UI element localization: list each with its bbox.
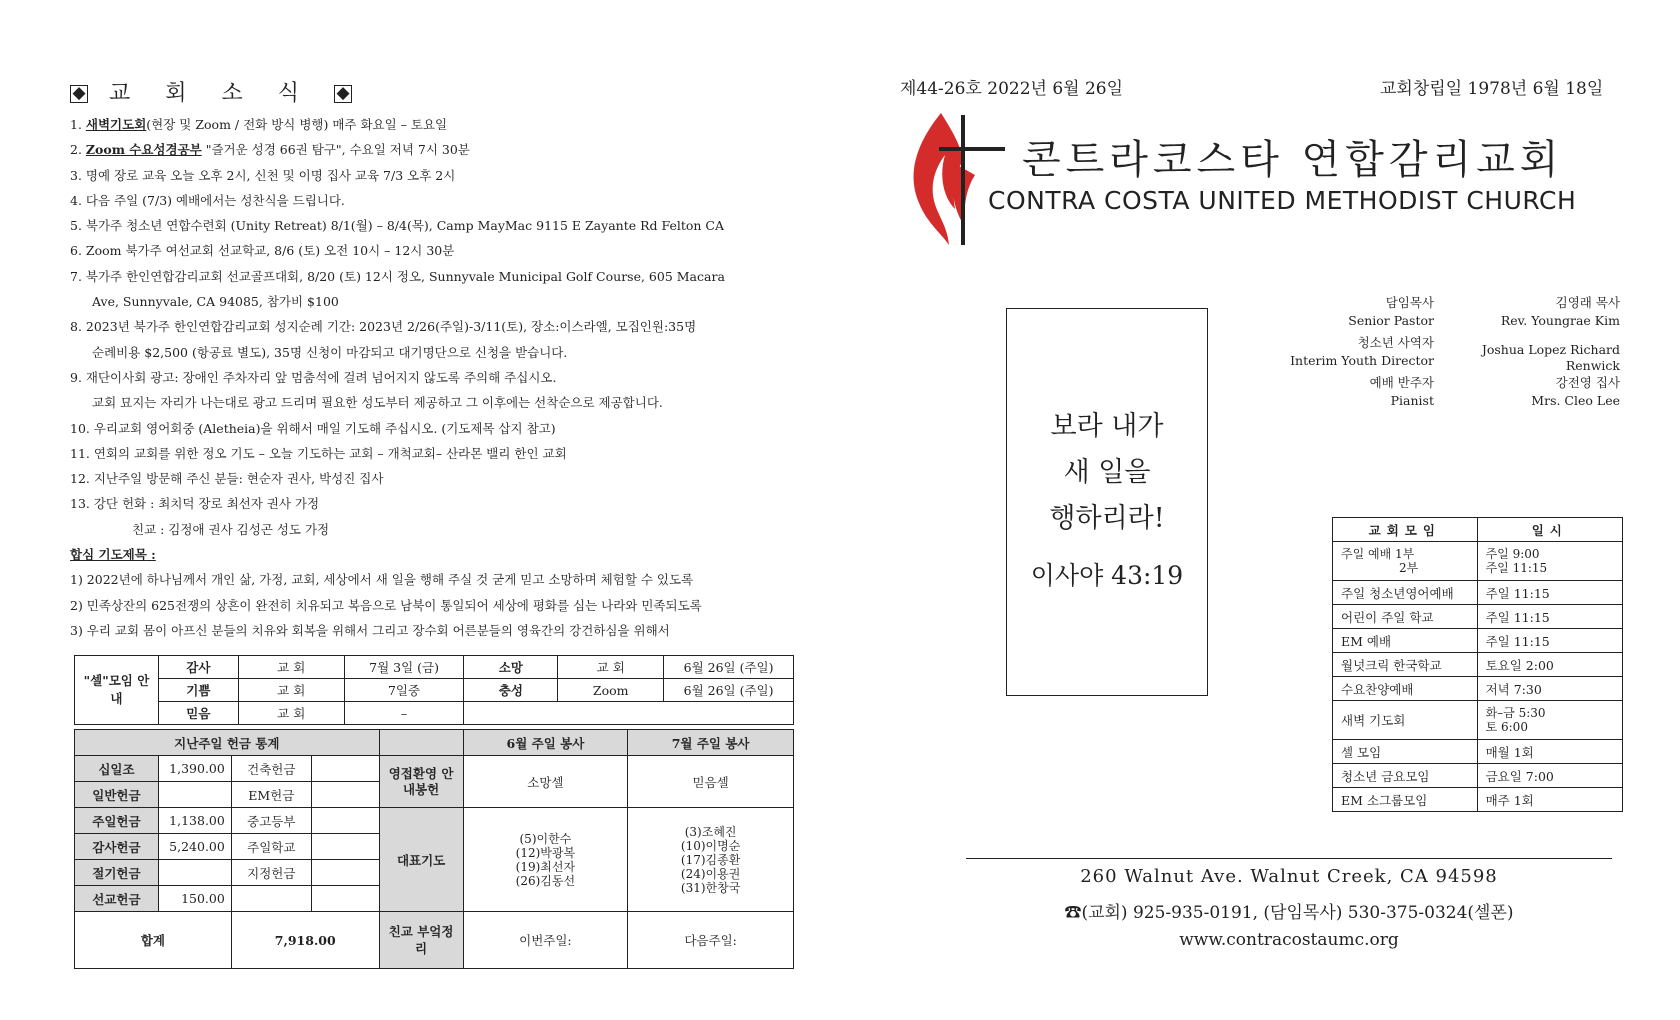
staff-name-en: Renwick	[1565, 358, 1620, 373]
small-group-table	[74, 655, 794, 725]
prayer-leader: (17)김종환	[680, 852, 741, 867]
greeter-july: 믿음셀	[628, 756, 794, 808]
schedule-time-line: 주일 9:00	[1485, 547, 1540, 561]
offering-label2: 중고등부	[231, 808, 311, 834]
prayer-leader: (12)박광복	[515, 845, 576, 860]
verse-line: 행하리라!	[1049, 503, 1165, 534]
offering-table	[74, 729, 794, 969]
schedule-meeting	[1333, 542, 1478, 581]
address-divider	[966, 858, 1612, 859]
schedule-meeting: 어린이 주일 학교	[1333, 605, 1478, 629]
staff-role-en: Pianist	[1390, 393, 1434, 408]
cell-date: –	[344, 702, 464, 725]
offering-amount2	[311, 756, 379, 782]
offering-label: 십일조	[75, 756, 159, 782]
schedule-meeting: EM 소그룹모임	[1333, 788, 1478, 812]
schedule-time: 매주 1회	[1477, 788, 1622, 812]
fellowship-june: 이번주일:	[463, 912, 628, 969]
news-item: 2. Zoom 수요성경공부 "즐거운 성경 66권 탐구", 수요일 저녁 7시 30분	[70, 142, 470, 158]
news-item: 11. 연회의 교회를 위한 정오 기도 – 오늘 기도하는 교회 – 개척교회– 산라몬 밸리 한인 교회	[70, 445, 567, 461]
total-label: 합계	[75, 912, 232, 969]
diamond-icon: ◆	[70, 85, 88, 103]
cell-name: 기쁨	[158, 679, 238, 702]
issue-number: 제44-26호 2022년 6월 26일	[900, 79, 1124, 99]
staff-name-en: Rev. Youngrae Kim	[1500, 313, 1620, 328]
news-section-title	[70, 76, 352, 107]
schedule-meeting: 월넛크릭 한국학교	[1333, 653, 1478, 677]
offering-amount2	[311, 860, 379, 886]
news-item: 5. 북가주 청소년 연합수련회 (Unity Retreat) 8/1(월) – 8/4(목), Camp MayMac 9115 E Zayante Rd Felton CA	[70, 218, 725, 234]
prayer-leaders-july	[628, 808, 794, 912]
schedule-time: 토요일 2:00	[1477, 653, 1622, 677]
news-item: 6. Zoom 북가주 여선교회 선교학교, 8/6 (토) 오전 10시 – 12시 30분	[70, 243, 455, 259]
offering-amount: 1,390.00	[158, 756, 231, 782]
news-title-text: 교 회 소 식	[109, 81, 313, 106]
offering-amount: 1,138.00	[158, 808, 231, 834]
cell-place: 교 회	[238, 656, 344, 679]
prayer-leader: (26)김동선	[515, 873, 576, 888]
cell-place: Zoom	[558, 679, 664, 702]
news-item: 9. 재단이사회 광고: 장애인 주차자리 앞 멈춤석에 걸려 넘어지지 않도록 주의해 주십시오.	[70, 369, 557, 385]
offering-label: 선교헌금	[75, 886, 159, 912]
offering-amount2	[311, 886, 379, 912]
offering-label2	[231, 886, 311, 912]
news-item-text: (현장 및 Zoom / 전화 방식 병행) 매주 화요일 – 토요일	[146, 117, 448, 132]
news-item: 8. 2023년 북가주 한인연합감리교회 성지순례 기간: 2023년 2/26(주일)-3/11(토), 장소:이스라엘, 모집인원:35명	[70, 319, 697, 335]
staff-name-ko: 김영래 목사	[1555, 295, 1620, 310]
cell-place: 교 회	[238, 679, 344, 702]
prayer-leader-label: 대표기도	[379, 808, 463, 912]
staff-role-ko: 담임목사	[1385, 295, 1434, 310]
fellowship-label: 친교 부엌정리	[379, 912, 463, 969]
staff-role-en: Interim Youth Director	[1290, 353, 1434, 368]
june-service-title: 6월 주일 봉사	[463, 730, 628, 756]
offering-label2: 지정헌금	[231, 860, 311, 886]
news-list	[70, 112, 810, 643]
news-item: 4. 다음 주일 (7/3) 예배에서는 성찬식을 드립니다.	[70, 192, 345, 208]
july-service-title: 7월 주일 봉사	[628, 730, 794, 756]
small-group-header: "셀"모임 안내	[75, 656, 159, 725]
prayer-title-text: 합심 기도제목	[70, 547, 147, 563]
news-item-text: "즐거운 성경 66권 탐구", 수요일 저녁 7시 30분	[201, 142, 470, 158]
news-item-cont: 교회 묘지는 자리가 나는대로 광고 드리며 필요한 성도부터 제공하고 그 이후에는 선착순으로 제공합니다.	[92, 395, 663, 411]
schedule-time	[1477, 542, 1622, 581]
offering-label: 일반헌금	[75, 782, 159, 808]
prayer-leader: (19)최선자	[515, 859, 576, 874]
offering-amount2	[311, 834, 379, 860]
church-address: 260 Walnut Ave. Walnut Creek, CA 94598	[1080, 866, 1498, 887]
church-website[interactable]: www.contracostaumc.org	[1179, 930, 1399, 950]
news-item-cont: 친교 : 김정애 권사 김성곤 성도 가정	[132, 521, 330, 537]
cell-name: 충성	[464, 679, 558, 702]
news-item-cont: Ave, Sunnyvale, CA 94085, 참가비 $100	[92, 294, 339, 310]
church-phone: ☎(교회) 925-935-0191, (담임목사) 530-375-0324(셀폰)	[1064, 903, 1514, 923]
news-item-cont: 순례비용 $2,500 (항공료 별도), 35명 신청이 마감되고 대기명단으로 신청을 받습니다.	[92, 344, 568, 360]
greeter-june: 소망셀	[463, 756, 628, 808]
founded-date: 교회창립일 1978년 6월 18일	[1380, 79, 1604, 99]
offering-amount	[158, 860, 231, 886]
offering-label: 감사헌금	[75, 834, 159, 860]
schedule-time: 주일 11:15	[1477, 581, 1622, 605]
schedule-meeting: 청소년 금요모임	[1333, 764, 1478, 788]
cell-name: 감사	[158, 656, 238, 679]
offering-title: 지난주일 헌금 통계	[75, 730, 380, 756]
prayer-leader: (10)이명순	[680, 838, 741, 853]
church-name-korean: 콘트라코스타 연합감리교회	[1022, 137, 1564, 183]
staff-name-en: Mrs. Cleo Lee	[1531, 393, 1620, 408]
offering-amount	[158, 782, 231, 808]
cell-empty	[464, 702, 794, 725]
staff-role-en: Senior Pastor	[1348, 313, 1434, 328]
schedule-time-line: 토 6:00	[1485, 720, 1528, 734]
staff-role-ko: 청소년 사역자	[1357, 335, 1434, 350]
prayer-title: 합심 기도제목 :	[70, 547, 156, 563]
schedule-meeting: 주일 청소년영어예배	[1333, 581, 1478, 605]
cell-place: 교 회	[238, 702, 344, 725]
schedule-header-meeting: 교회모임	[1333, 518, 1478, 542]
news-item: 7. 북가주 한인연합감리교회 선교골프대회, 8/20 (토) 12시 정오, Sunnyvale Municipal Golf Course, 605 Macara	[70, 268, 725, 284]
staff-role-ko: 예배 반주자	[1369, 375, 1434, 390]
news-item-bold: Zoom 수요성경공부	[85, 142, 202, 158]
cell-name: 소망	[464, 656, 558, 679]
schedule-meeting: 수요찬양예배	[1333, 677, 1478, 701]
news-item-bold: 새벽기도회	[85, 117, 147, 132]
diamond-icon: ◆	[334, 85, 352, 103]
schedule-header-time: 일시	[1477, 518, 1622, 542]
prayer-leader: (5)이한수	[519, 831, 572, 846]
total-amount: 7,918.00	[231, 912, 379, 969]
prayer-item: 3) 우리 교회 몸이 아프신 분들의 치유와 회복을 위해서 그리고 장수회 어른분들의 영육간의 강건하심을 위해서	[70, 622, 670, 638]
cell-date: 7월 3일 (금)	[344, 656, 464, 679]
offering-label2: EM헌금	[231, 782, 311, 808]
schedule-meeting: 셀 모임	[1333, 740, 1478, 764]
fellowship-july: 다음주일:	[628, 912, 794, 969]
schedule-meeting-line: 주일 예배 1부	[1341, 547, 1415, 561]
offering-amount: 5,240.00	[158, 834, 231, 860]
corner-cell	[379, 730, 463, 756]
church-name-english: CONTRA COSTA UNITED METHODIST CHURCH	[988, 186, 1577, 215]
cell-date: 6월 26일 (주일)	[664, 679, 794, 702]
prayer-leader: (31)한창국	[680, 880, 741, 895]
prayer-leader: (24)이용권	[680, 866, 741, 881]
greeter-label: 영접환영 안내봉헌	[379, 756, 463, 808]
prayer-item: 2) 민족상잔의 625전쟁의 상흔이 완전히 치유되고 복음으로 남북이 통일되어 세상에 평화를 심는 나라와 민족되도록	[70, 597, 702, 613]
news-item: 13. 강단 헌화 : 최치덕 장로 최선자 권사 가정	[70, 496, 320, 512]
schedule-meeting: EM 예배	[1333, 629, 1478, 653]
news-item: 1. 새벽기도회(현장 및 Zoom / 전화 방식 병행) 매주 화요일 – 토요일	[70, 117, 448, 132]
cross-and-flame-logo	[905, 105, 1005, 250]
offering-amount2	[311, 808, 379, 834]
offering-label2: 주일학교	[231, 834, 311, 860]
news-item: 3. 명예 장로 교육 오늘 오후 2시, 신천 및 이명 집사 교육 7/3 오후 2시	[70, 167, 456, 183]
news-item: 12. 지난주일 방문해 주신 분들: 현순자 권사, 박성진 집사	[70, 471, 384, 487]
schedule-time: 금요일 7:00	[1477, 764, 1622, 788]
cell-date: 7일중	[344, 679, 464, 702]
staff-name-ko: Joshua Lopez Richard	[1481, 342, 1620, 357]
prayer-leader: (3)조혜진	[684, 824, 737, 839]
schedule-time: 저녁 7:30	[1477, 677, 1622, 701]
cell-place: 교 회	[558, 656, 664, 679]
news-item: 10. 우리교회 영어회중 (Aletheia)을 위해서 매일 기도해 주십시오. (기도제목 삽지 참고)	[70, 420, 556, 436]
staff-name-ko: 강전영 집사	[1555, 375, 1620, 390]
schedule-time-line: 주일 11:15	[1485, 561, 1548, 575]
schedule-meeting-line: 2부	[1399, 561, 1419, 575]
verse-reference: 이사야 43:19	[1030, 561, 1184, 590]
prayer-item: 1) 2022년에 하나님께서 개인 삶, 가정, 교회, 세상에서 새 일을 행해 주실 것 굳게 믿고 소망하며 체험할 수 있도록	[70, 572, 694, 588]
offering-amount2	[311, 782, 379, 808]
cell-date: 6월 26일 (주일)	[664, 656, 794, 679]
offering-label: 절기헌금	[75, 860, 159, 886]
schedule-time: 매월 1회	[1477, 740, 1622, 764]
schedule-time	[1477, 701, 1622, 740]
verse-line: 보라 내가	[1050, 411, 1164, 442]
schedule-meeting: 새벽 기도회	[1333, 701, 1478, 740]
schedule-time: 주일 11:15	[1477, 605, 1622, 629]
theme-verse-box	[1006, 308, 1208, 696]
schedule-table	[1332, 517, 1623, 812]
offering-label2: 건축헌금	[231, 756, 311, 782]
cell-name: 믿음	[158, 702, 238, 725]
offering-amount: 150.00	[158, 886, 231, 912]
prayer-leaders-june	[463, 808, 628, 912]
schedule-time-line: 화–금 5:30	[1485, 706, 1546, 720]
offering-label: 주일헌금	[75, 808, 159, 834]
verse-line: 새 일을	[1063, 457, 1151, 488]
schedule-time: 주일 11:15	[1477, 629, 1622, 653]
